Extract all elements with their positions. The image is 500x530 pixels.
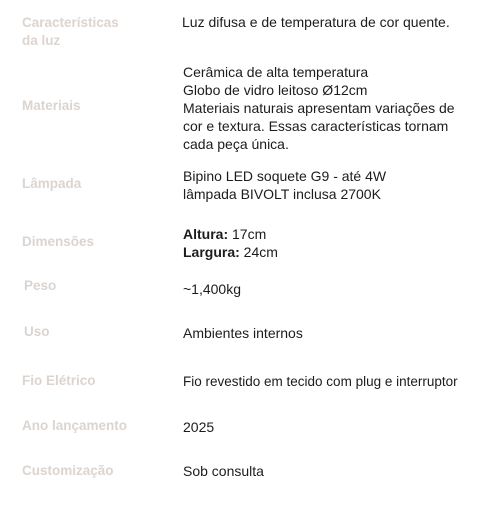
label-fio-eletrico: Fio Elétrico [22,373,96,388]
label-ano-lancamento: Ano lançamento [22,418,128,433]
label-lampada: Lâmpada [22,176,82,191]
width-value: 24cm [239,244,278,260]
height-value: 17cm [228,226,267,242]
materiais-line: Globo de vidro leitoso Ø12cm [183,82,368,98]
dimension-height [183,225,278,243]
materiais-line: Cerâmica de alta temperatura [183,64,369,80]
label-materiais: Materiais [22,98,81,113]
value-fio-eletrico: Fio revestido em tecido com plug e interruptor [183,374,458,389]
height-label: Altura: [183,226,229,242]
value-ano-lancamento: 2025 [183,419,215,435]
value-customizacao: Sob consulta [183,463,264,479]
value-lampada [183,167,386,203]
value-dimensoes [183,225,278,261]
lampada-line: Bipino LED soquete G9 - até 4W [183,168,387,184]
width-label: Largura: [183,244,240,260]
materiais-line: cor e textura. Essas características tornam [183,118,449,134]
label-customizacao: Customização [22,463,114,478]
materiais-line: Materiais naturais apresentam variações de [183,100,455,116]
dimension-width [183,243,278,261]
lampada-line: lâmpada BIVOLT inclusa 2700K [183,186,381,202]
label-peso: Peso [24,278,57,293]
value-caracteristicas-da-luz: Luz difusa e de temperatura de cor quente. [182,14,450,30]
label-dimensoes: Dimensões [22,234,95,249]
value-peso: ~1,400kg [183,281,241,297]
materiais-line: cada peça única. [183,136,289,152]
label-uso: Uso [24,324,50,339]
value-materiais [183,63,455,153]
value-uso: Ambientes internos [183,325,303,341]
label-caracteristicas-da-luz: Características da luz [22,15,119,48]
